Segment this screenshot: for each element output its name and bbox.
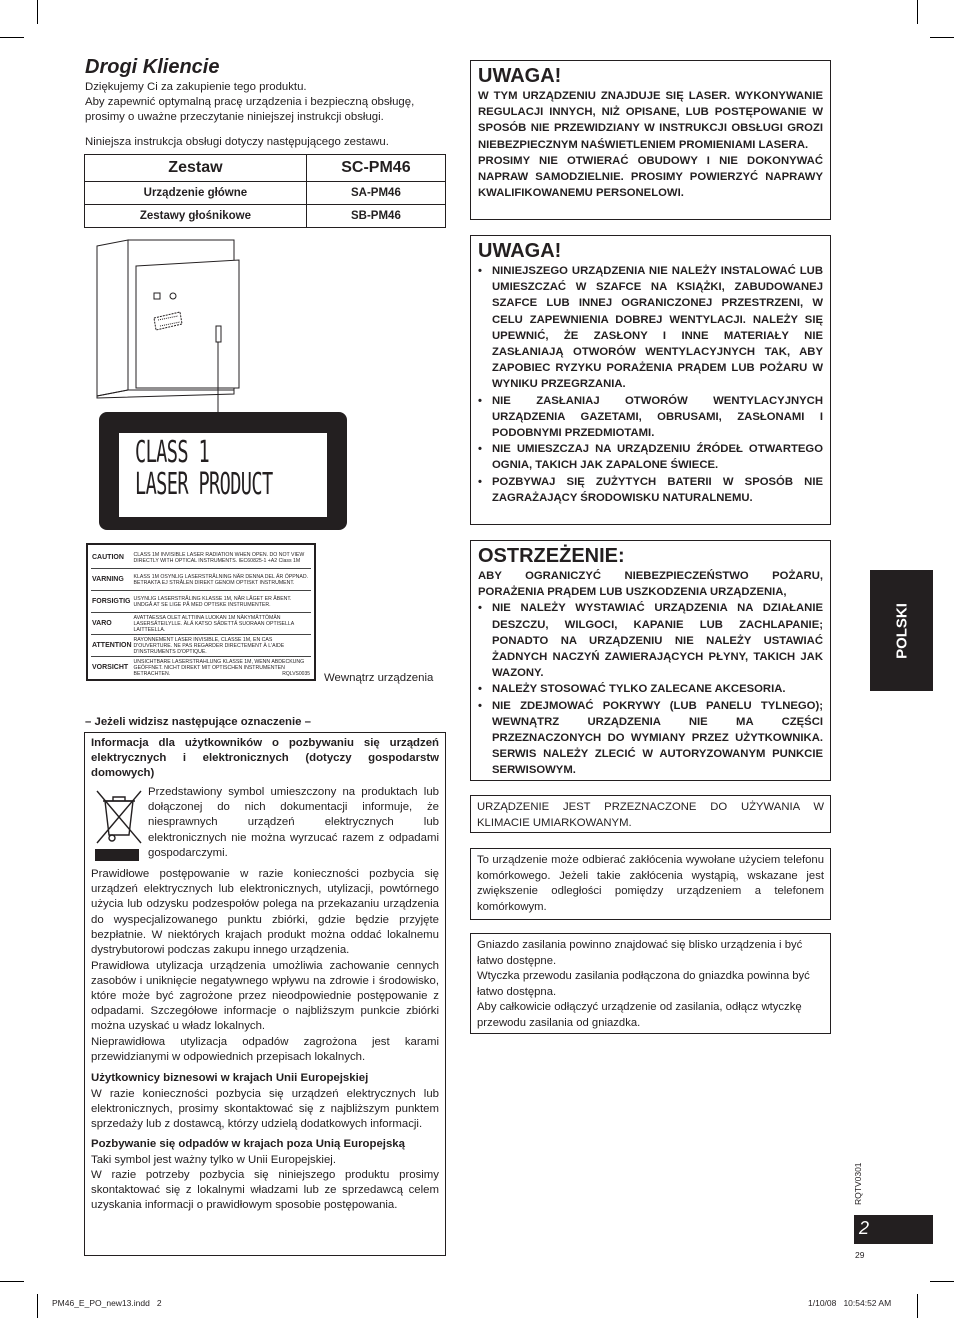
language-tab — [870, 570, 933, 691]
caution-label — [86, 543, 316, 681]
caution-label-code: RQLVS0035 — [282, 671, 310, 677]
laser-class-text: CLASS 1 — [135, 435, 210, 470]
caution-fire-box — [470, 540, 831, 781]
list-item: • NIE ZDEJMOWAĆ POKRYWY (LUB PANELU TYLNEGO); WEWNĄTRZ URZĄDZENIA NIE MA CZĘŚCI PRZEZNACZONYCH DO WYMIANY PRZEZ UŻYTKOWNIKA. SERWIS NALEŻY ZLECIĆ W AUTORYZOWANYM PUNKCIE SERWISOWYM. — [478, 698, 823, 779]
greeting-text — [85, 80, 447, 125]
table-header: Zestaw — [85, 155, 307, 182]
disposal-business-heading: Użytkownicy biznesowi w krajach Unii Europejskiej — [91, 1071, 369, 1084]
caution-key: ATTENTION — [91, 635, 133, 657]
table-cell: Urządzenie główne — [85, 182, 307, 205]
page-number: 2 — [859, 1218, 870, 1238]
doc-code: RQTV0301 — [853, 1162, 863, 1205]
caution-text: UNSICHTBARE LASERSTRAHLUNG KLASSE 1M, WENN ABDECKUNG GEÖFFNET. NICHT DIREKT MIT OPTISCHEN INSTRUMENTEN BETRACHTEN. — [133, 658, 305, 677]
warning-laser-text2: PROSIMY NIE OTWIERAĆ OBUDOWY I NIE DOKONYWAĆ NAPRAW SAMODZIELNIE. PROSIMY POWIERZYĆ NAPRAWY KWALIFIKOWANEMU PERSONELOWI. — [478, 154, 823, 200]
phone-notice: To urządzenie może odbierać zakłócenia wywołane użyciem telefonu komórkowego. Jeżeli takie zakłócenia wystąpią, wskazane jest zwiększenie odległości pomiędzy urządzeniem a telefonem komórkowym. — [470, 848, 831, 920]
caution-text: AVATTAESSA OLET ALTTIINA LUOKAN 1M NÄKYMÄTTÖMÄN LASERSÄTEILYLLE. ÄLÄ KATSO SÄDETTÄ SUORAAN OPTISELLA LAITTEELLA. — [133, 613, 311, 635]
footer-file: PM46_E_PO_new13.indd 2 — [52, 1298, 162, 1308]
caution-label-caption: Wewnątrz urządzenia — [324, 672, 434, 684]
table-header: SC-PM46 — [306, 155, 445, 182]
greeting-line-2: Aby zapewnić optymalną pracę urządzenia i bezpieczną obsługę, — [85, 96, 415, 108]
table-cell: SA-PM46 — [306, 182, 445, 205]
disposal-p3: Nieprawidłowa utylizacja odpadów zagrożona jest karami przewidzianymi w odpowiednich przepisach lokalnych. — [91, 1036, 439, 1064]
page-number-tab — [854, 1215, 933, 1244]
caution-key: VARO — [91, 613, 133, 635]
table-cell: Zestawy głośnikowe — [85, 205, 307, 228]
table-cell: SB-PM46 — [306, 205, 445, 228]
caution-key: VARNING — [91, 569, 133, 591]
caution-key: CAUTION — [91, 547, 133, 569]
socket-notice-p1: Gniazdo zasilania powinno znajdować się blisko urządzenia i być łatwo dostępne. — [477, 939, 803, 967]
disposal-noneu-heading: Pozbywanie się odpadów w krajach poza Unią Europejską — [91, 1137, 405, 1150]
greeting-line-3: prosimy o uważne przeczytanie niniejszej instrukcji obsługi. — [85, 111, 384, 123]
disposal-symbol-text: Przedstawiony symbol umieszczony na produktach lub dołączonej do nich dokumentacji informuje, że niesprawnych urządzeń elektrycznych lub elektronicznych nie można wyrzucać razem z odpadami gospodarczymi. — [148, 786, 439, 859]
caution-key: VORSICHT — [92, 663, 129, 671]
climate-notice: URZĄDZENIE JEST PRZEZNACZONE DO UŻYWANIA W KLIMACIE UMIARKOWANYM. — [470, 795, 831, 833]
crossed-bin-icon — [93, 787, 145, 863]
disposal-p5: Taki symbol jest ważny tylko w Unii Europejskiej. — [91, 1153, 336, 1166]
disposal-p2: Prawidłowa utylizacja urządzenia umożliwia zachowanie cennych zasobów i uniknięcie negatywnego wpływu na zdrowie i środowisko, które może być zagrożone przez nieodpowiednie postępowanie z odpadami. Szczegółowe informacje o najbliższym punkcie zbiórki można uzyskać u władz lokalnych. — [91, 959, 439, 1033]
page-small-number: 29 — [855, 1250, 865, 1260]
disposal-intro: – Jeżeli widzisz następujące oznaczenie – — [85, 716, 312, 728]
caution-fire-title: OSTRZEŻENIE: — [478, 545, 625, 567]
sets-table — [84, 154, 446, 228]
caution-text: RAYONNEMENT LASER INVISIBLE, CLASSE 1M, EN CAS D'OUVERTURE. NE PAS REGARDER DIRECTEMENT À L'AIDE D'INSTRUMENTS D'OPTIQUE. — [133, 635, 311, 657]
greeting-applies: Niniejsza instrukcja obsługi dotyczy następującego zestawu. — [85, 136, 389, 148]
disposal-p1: Prawidłowe postępowanie w razie konieczności pozbycia się urządzeń elektrycznych lub elektronicznych, utylizacji, powtórnego użycia lub odzysku podzespołów polega na przekazaniu urządzenia do wyspecjalizowanego punktu zbiórki, gdzie będzie przyjęte bezpłatnie. W niektórych krajach produkt można oddać lokalnemu dystrybutorowi podczas zakupu innego urządzenia. — [91, 868, 439, 956]
laser-product-text: LASER PRODUCT — [135, 467, 273, 502]
warning-install-box — [470, 235, 831, 525]
list-item: • NIE UMIESZCZAJ NA URZĄDZENIU ŹRÓDEŁ OTWARTEGO OGNIA, TAKICH JAK ZAPALONE ŚWIECE. — [478, 441, 823, 473]
socket-notice — [470, 933, 831, 1034]
warning-laser-title: UWAGA! — [478, 65, 562, 87]
warning-laser-text1: W TYM URZĄDZENIU ZNAJDUJE SIĘ LASER. WYKONYWANIE REGULACJI INNYCH, NIŻ OPISANE, LUB POSTĘPOWANIE W SPOSÓB NIE PRZEWIDZIANY W INSTRUKCJI OBSŁUGI GROZI NIEBEZPIECZNYM NAŚWIETLENIEM PROMIENIAMI LASERA. — [478, 90, 823, 151]
disposal-p6: W razie potrzeby pozbycia się niniejszego produktu prosimy skontaktować się z lokalnymi władzami lub ze sprzedawcą celem uzyskania informacji o prawidłowym sposobie postępowania. — [91, 1169, 439, 1212]
list-item: • NIE NALEŻY WYSTAWIAĆ URZĄDZENIA NA DZIAŁANIE DESZCZU, WILGOCI, KAPANIE LUB ZACHLAPANIE; PONADTO NA URZĄDZENIU NIE NALEŻY USTAWIAĆ ŻADNYCH NACZYŃ ZAWIERAJĄCYCH PŁYNY, TAKICH JAK WAZONY. — [478, 600, 823, 681]
caution-text: KLASS 1M OSYNLIG LASERSTRÅLNING NÄR DENNA DEL ÄR ÖPPNAD. BETRAKTA EJ STRÅLEN DIREKT GENOM OPTISKT INSTRUMENT. — [133, 569, 311, 591]
device-illustration — [84, 238, 248, 418]
caution-fire-intro: ABY OGRANICZYĆ NIEBEZPIECZEŃSTWO POŻARU, PORAŻENIA PRĄDEM LUB USZKODZENIA URZĄDZENIA, — [478, 570, 823, 599]
caution-text: USYNLIG LASERSTRÅLING KLASSE 1M, NÅR LÅGET ER ÅBENT. UNDGÅ AT SE LIGE PÅ MED OPTISKE INSTRUMENTER. — [133, 591, 311, 613]
disposal-p4: W razie konieczności pozbycia się urządzeń elektrycznych lub elektronicznych, prosimy skontaktować się z najbliższym punktem sprzedaży lub z dostawcą, którzy udzielą dodatkowych informacji. — [91, 1087, 439, 1130]
warning-install-title: UWAGA! — [478, 240, 562, 262]
list-item: • NALEŻY STOSOWAĆ TYLKO ZALECANE AKCESORIA. — [478, 681, 823, 697]
disposal-heading: Informacja dla użytkowników o pozbywaniu się urządzeń elektrycznych i elektronicznych (dotyczy gospodarstw domowych) — [91, 737, 439, 780]
warning-laser-box — [470, 60, 831, 220]
socket-notice-p2: Wtyczka przewodu zasilania podłączona do gniazdka powinna być łatwo dostępna. — [477, 970, 810, 998]
laser-label-inner — [119, 433, 327, 517]
list-item: • NIE ZASŁANIAJ OTWORÓW WENTYLACYJNYCH URZĄDZENIA GAZETAMI, OBRUSAMI, ZASŁONAMI I PODOBNYMI PRZEDMIOTAMI. — [478, 393, 823, 442]
list-item: • NINIEJSZEGO URZĄDZENIA NIE NALEŻY INSTALOWAĆ LUB UMIESZCZAĆ W SZAFCE NA KSIĄŻKI, ZABUDOWANEJ SZAFCE LUB INNEJ OGRANICZONEJ PRZESTRZENI, W CELU ZAPEWNIENIA DOBREJ WENTYLACJI. NALEŻY SIĘ UPEWNIĆ, ŻE ZASŁONY I INNE MATERIAŁY NIE ZASŁANIAJĄ OTWORÓW WENTYLACYJNYCH TAK, ABY ZAPOBIEC RYZYKU PORAŻENIA PRĄDEM LUB POŻARU W WYNIKU PRZEGRZANIA. — [478, 263, 823, 393]
greeting-line-1: Dziękujemy Ci za zakupienie tego produktu. — [85, 81, 307, 93]
footer-date: 1/10/08 10:54:52 AM — [808, 1298, 892, 1308]
greeting-title: Drogi Kliencie — [85, 56, 220, 78]
socket-notice-p3: Aby całkowicie odłączyć urządzenie od zasilania, odłącz wtyczkę przewodu zasilania od gniazdka. — [477, 1001, 802, 1029]
laser-product-label — [99, 412, 347, 530]
list-item: • POZBYWAJ SIĘ ZUŻYTYCH BATERII W SPOSÓB NIE ZAGRAŻAJĄCY ŚRODOWISKU NATURALNEMU. — [478, 474, 823, 506]
caution-key: FORSIGTIG — [91, 591, 133, 613]
caution-text: CLASS 1M INVISIBLE LASER RADIATION WHEN OPEN. DO NOT VIEW DIRECTLY WITH OPTICAL INSTRUMENTS. IEC60825-1 +A2 Class 1M — [133, 547, 311, 569]
disposal-box — [84, 732, 446, 1256]
language-tab-label: POLSKI — [893, 602, 910, 659]
